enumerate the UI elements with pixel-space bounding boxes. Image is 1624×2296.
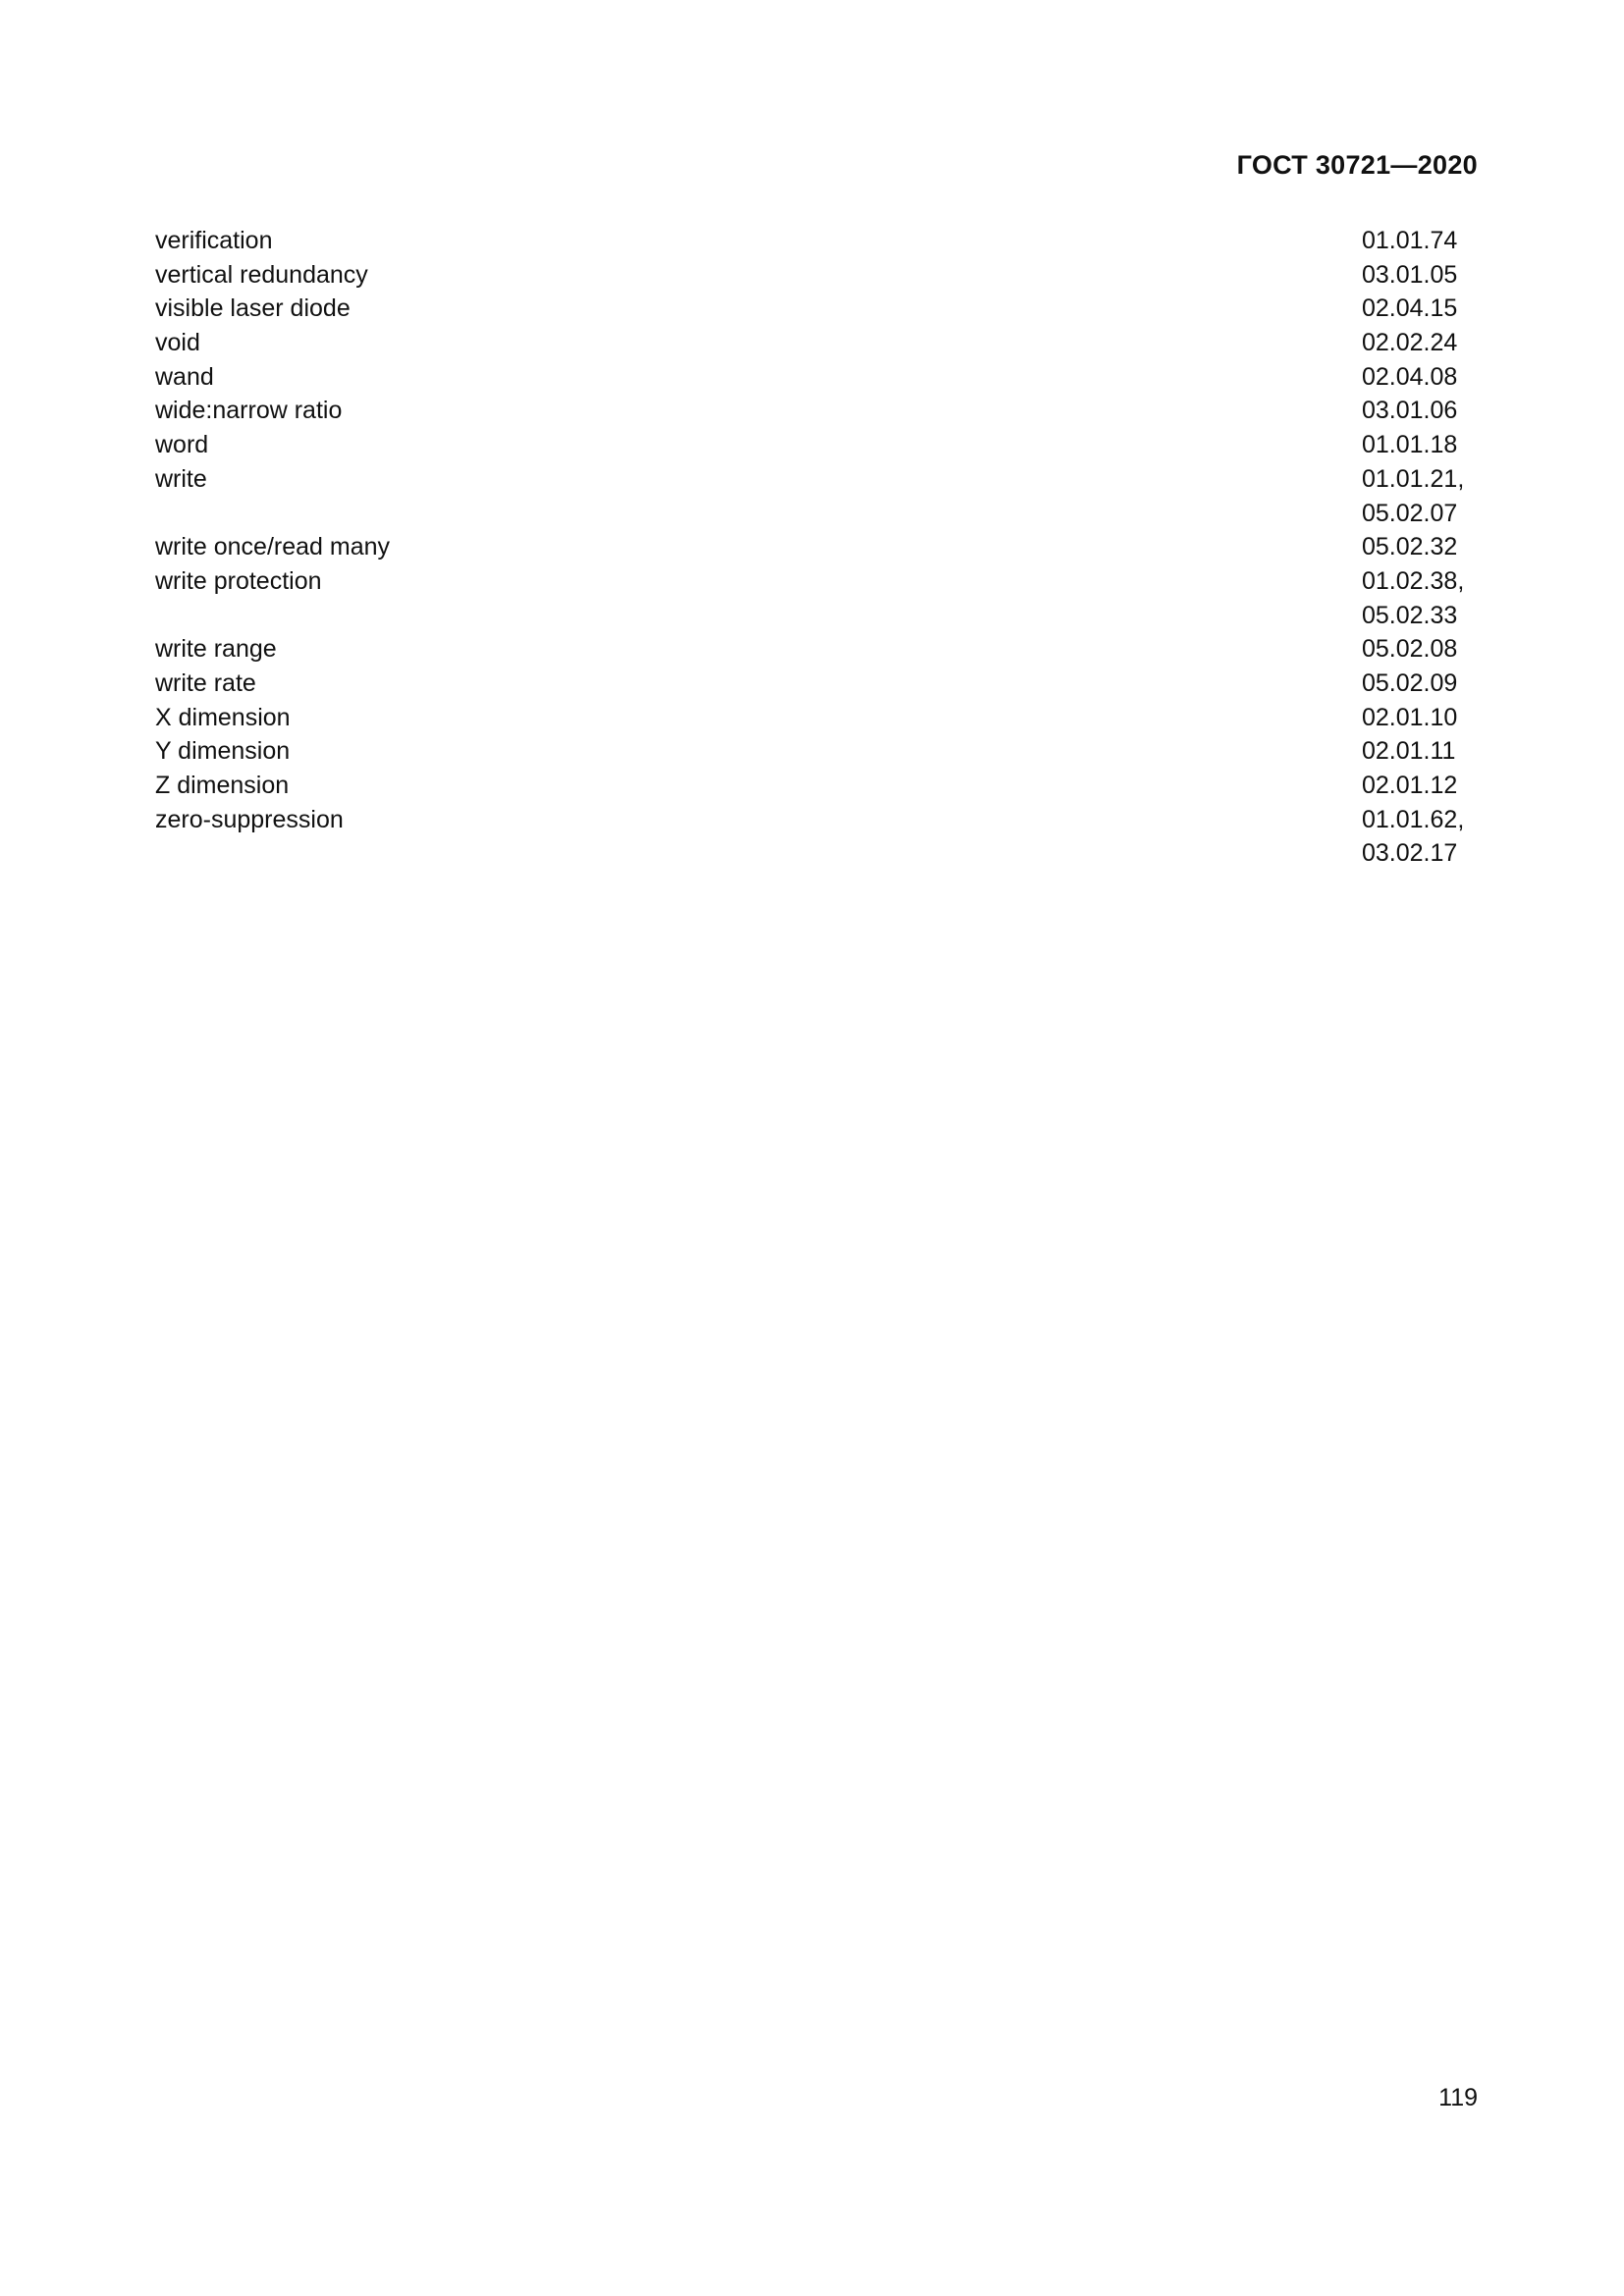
index-term: word bbox=[155, 431, 209, 459]
index-ref: 05.02.07 bbox=[1362, 499, 1458, 527]
index-ref: 02.01.12 bbox=[1362, 772, 1458, 800]
index-ref: 02.04.15 bbox=[1362, 294, 1458, 323]
index-entry bbox=[155, 667, 1476, 701]
index-entry bbox=[155, 632, 1476, 667]
index-ref: 01.01.74 bbox=[1362, 227, 1458, 254]
index-ref: 05.02.09 bbox=[1362, 668, 1458, 697]
document-header: ГОСТ 30721—2020 bbox=[1236, 150, 1478, 180]
index-ref: 05.02.33 bbox=[1362, 601, 1458, 629]
term-index-list bbox=[155, 224, 1476, 871]
index-entry bbox=[155, 292, 1476, 326]
index-refs bbox=[1362, 769, 1457, 803]
index-refs bbox=[1362, 701, 1457, 735]
index-ref: 02.02.24 bbox=[1362, 329, 1458, 357]
index-entry bbox=[155, 701, 1476, 735]
index-entry bbox=[155, 564, 1476, 632]
index-term: visible laser diode bbox=[155, 294, 351, 323]
index-refs bbox=[1362, 428, 1457, 462]
index-term: zero-suppression bbox=[155, 805, 344, 833]
index-refs bbox=[1362, 530, 1457, 564]
index-ref: 01.01.21, bbox=[1362, 464, 1465, 493]
index-term: wide:narrow ratio bbox=[155, 397, 343, 425]
index-term: void bbox=[155, 329, 200, 357]
index-ref: 02.01.10 bbox=[1362, 703, 1458, 731]
index-ref: 05.02.32 bbox=[1362, 533, 1458, 561]
index-term: write range bbox=[155, 635, 277, 664]
index-ref: 05.02.08 bbox=[1362, 635, 1458, 664]
index-ref: 01.01.18 bbox=[1362, 431, 1458, 459]
index-entry bbox=[155, 734, 1476, 769]
index-entry bbox=[155, 428, 1476, 462]
index-term: write once/read many bbox=[155, 533, 391, 561]
index-ref: 03.01.06 bbox=[1362, 397, 1458, 425]
index-term: Y dimension bbox=[155, 737, 291, 766]
index-term: wand bbox=[155, 362, 214, 391]
index-ref: 03.02.17 bbox=[1362, 839, 1458, 868]
index-entry bbox=[155, 530, 1476, 564]
index-refs bbox=[1362, 632, 1457, 667]
index-ref: 02.01.11 bbox=[1362, 737, 1456, 766]
index-refs bbox=[1362, 803, 1464, 871]
index-ref: 03.01.05 bbox=[1362, 260, 1458, 289]
index-entry bbox=[155, 803, 1476, 871]
index-entry bbox=[155, 394, 1476, 428]
index-refs bbox=[1362, 258, 1457, 293]
page-number: 119 bbox=[1438, 2084, 1478, 2111]
index-term: write protection bbox=[155, 566, 322, 595]
index-term: X dimension bbox=[155, 703, 291, 731]
index-ref: 01.01.62, bbox=[1362, 805, 1465, 833]
index-refs bbox=[1362, 394, 1457, 428]
index-entry bbox=[155, 769, 1476, 803]
index-term: write bbox=[155, 464, 207, 493]
index-ref: 01.02.38, bbox=[1362, 566, 1465, 595]
index-term: vertical redundancy bbox=[155, 260, 368, 289]
index-entry bbox=[155, 326, 1476, 360]
index-refs bbox=[1362, 360, 1457, 395]
index-entry bbox=[155, 360, 1476, 395]
index-refs bbox=[1362, 326, 1457, 360]
index-term: Z dimension bbox=[155, 772, 290, 800]
index-refs bbox=[1362, 734, 1455, 769]
index-entry bbox=[155, 258, 1476, 293]
index-refs bbox=[1362, 292, 1457, 326]
index-entry bbox=[155, 224, 1476, 258]
index-refs bbox=[1362, 564, 1464, 632]
index-refs bbox=[1362, 224, 1457, 258]
index-term: verification bbox=[155, 227, 273, 254]
index-refs bbox=[1362, 462, 1464, 530]
index-refs bbox=[1362, 667, 1457, 701]
index-entry bbox=[155, 462, 1476, 530]
index-term: write rate bbox=[155, 668, 256, 697]
index-ref: 02.04.08 bbox=[1362, 362, 1458, 391]
